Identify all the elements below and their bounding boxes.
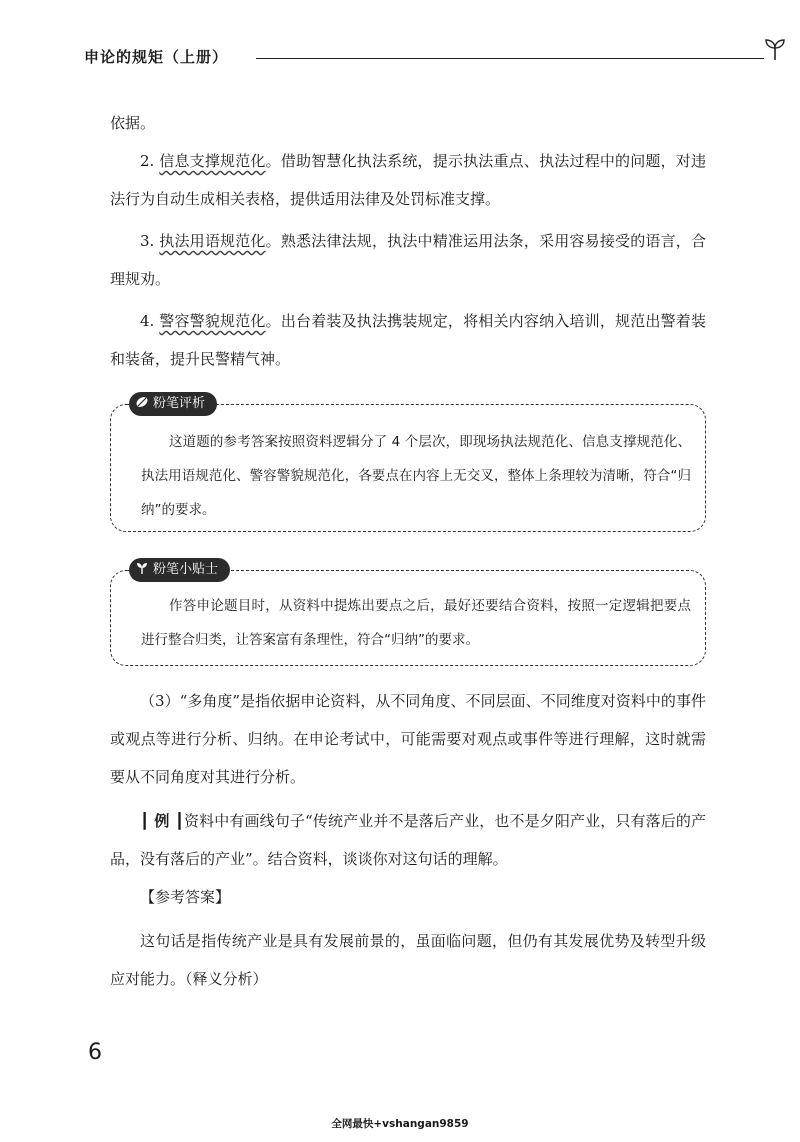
paragraph-item-4 [110, 302, 706, 378]
tips-text: 作答申论题目时，从资料中提炼出要点之后，最好还要结合资料，按照一定逻辑把要点进行整合归类，让答案富有条理性，符合“归纳”的要求。 [141, 598, 691, 648]
item-number: 2. [140, 152, 160, 170]
item-text: 。出台着装及执法携装规定，将相关内容纳入培训，规范出警着装和装备，提升民警精气神。 [110, 312, 706, 368]
item-number: 4. [140, 312, 160, 330]
analysis-tag [129, 392, 217, 416]
answer-text: 这句话是指传统产业是具有发展前景的，虽面临问题，但仍有其发展优势及转型升级应对能力。 [110, 932, 706, 988]
analysis-tag-label: 粉笔评析 [153, 396, 206, 411]
sprout-icon [135, 561, 149, 575]
example-paragraph [110, 802, 706, 878]
header-rule [256, 58, 764, 59]
answer-note: （释义分析） [185, 970, 268, 988]
book-title: 申论的规矩（上册） [84, 48, 229, 66]
item-text: 。借助智慧化执法系统，提示执法重点、执法过程中的问题，对违法行为自动生成相关表格，提供适用法律及处罚标准支撑。 [110, 152, 706, 208]
paragraph-continuation: 依据。 [110, 114, 156, 132]
tips-box [110, 562, 706, 666]
example-text: 资料中有画线句子“传统产业并不是落后产业，也不是夕阳产业，只有落后的产品，没有落后的产业”。结合资料，谈谈你对这句话的理解。 [110, 812, 706, 868]
analysis-text: 这道题的参考答案按照资料逻辑分了 4 个层次，即现场执法规范化、信息支撑规范化、执法用语规范化、警容警貌规范化，各要点在内容上无交叉，整体上条理较为清晰，符合“归纳”的要求。 [141, 434, 691, 518]
footer-watermark: 全网最快+vshangan9859 [331, 1118, 469, 1130]
page-number: 6 [88, 1040, 102, 1065]
answer-paragraph [110, 922, 706, 998]
item-keyword: 警容警貌规范化 [159, 312, 266, 330]
item-keyword: 执法用语规范化 [159, 232, 266, 250]
paragraph-multi-angle: （3）“多角度”是指依据申论资料，从不同角度、不同层面、不同维度对资料中的事件或观点等进行分析、归纳。在申论考试中，可能需要对观点或事件等进行理解，这时就需要从不同角度对其进行分析。 [110, 692, 706, 786]
paragraph-item-2 [110, 142, 706, 218]
leaf-icon [135, 395, 149, 409]
running-header [84, 44, 716, 74]
item-text: 。熟悉法律法规，执法中精准运用法条，采用容易接受的语言，合理规劝。 [110, 232, 706, 288]
item-number: 3. [140, 232, 160, 250]
item-keyword: 信息支撑规范化 [159, 152, 266, 170]
tips-tag [129, 558, 230, 582]
answer-heading: 【参考答案】 [140, 888, 231, 906]
paragraph-item-3 [110, 222, 706, 298]
tips-tag-label: 粉笔小贴士 [153, 562, 219, 577]
example-label: ┃ 例 ┃ [140, 812, 184, 830]
sprout-icon [762, 36, 788, 62]
analysis-box [110, 396, 706, 532]
